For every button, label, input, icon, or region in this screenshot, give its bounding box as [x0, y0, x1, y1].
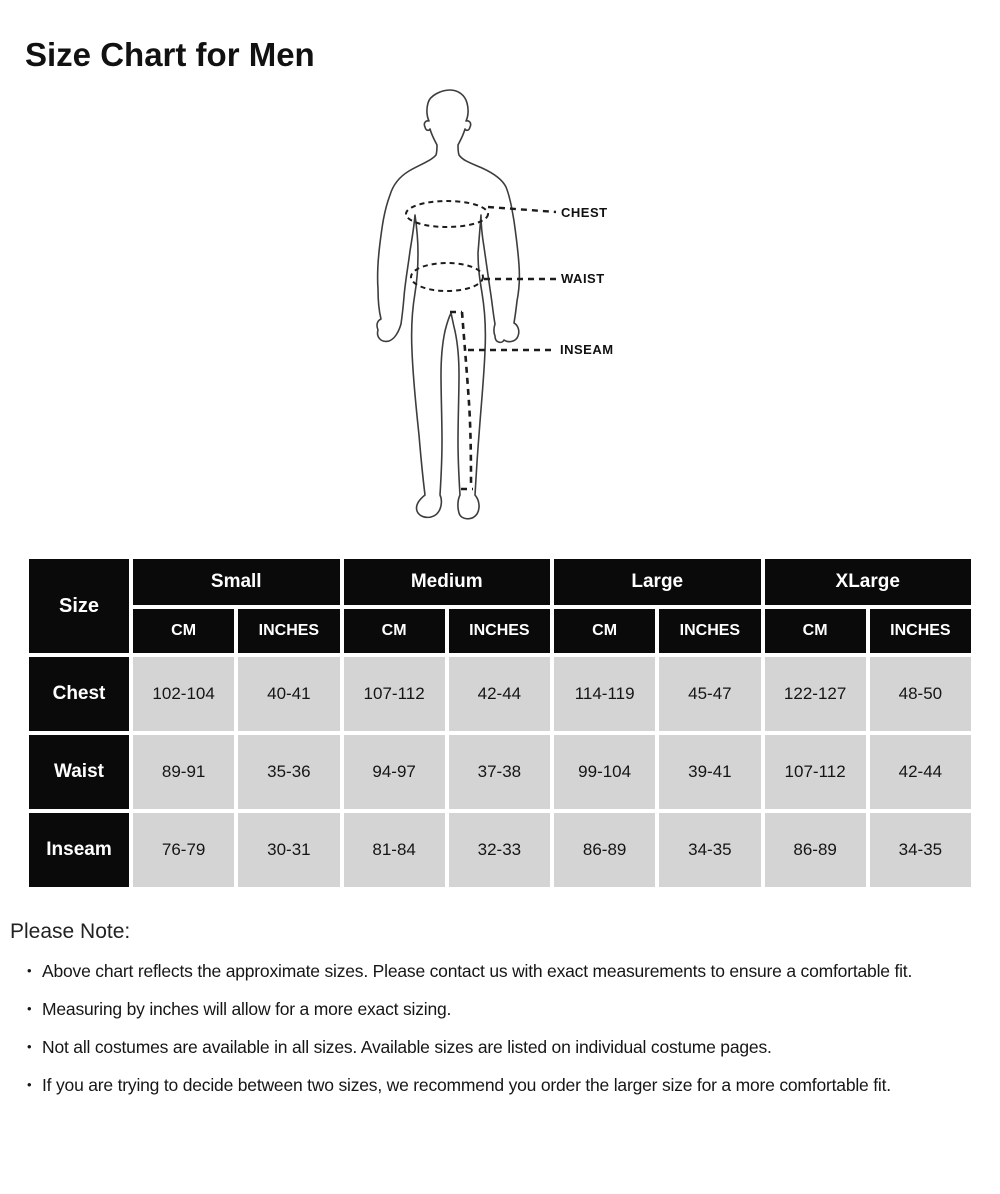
inseam-label: INSEAM [560, 342, 614, 357]
table-cell: 37-38 [449, 735, 550, 809]
table-cell: 39-41 [659, 735, 760, 809]
note-item: • If you are trying to decide between two sizes, we recommend you order the larger size for a more comfortable fit. [10, 1066, 975, 1104]
corner-header-size: Size [29, 559, 129, 653]
table-cell: 81-84 [344, 813, 445, 887]
body-outline-illustration [365, 83, 645, 545]
unit-header-inches: INCHES [449, 609, 550, 653]
table-cell: 107-112 [344, 657, 445, 731]
unit-header-inches: INCHES [870, 609, 971, 653]
table-cell: 30-31 [238, 813, 339, 887]
size-chart-table-container [25, 555, 975, 891]
table-cell: 48-50 [870, 657, 971, 731]
body-outline [377, 90, 519, 519]
column-header-xlarge: XLarge [765, 559, 972, 605]
table-cell: 99-104 [554, 735, 655, 809]
chest-leader-line [488, 207, 556, 212]
row-header-chest: Chest [29, 657, 129, 731]
body-measurement-diagram [365, 83, 645, 545]
table-row-inseam [29, 813, 971, 887]
table-cell: 122-127 [765, 657, 866, 731]
unit-header-cm: CM [133, 609, 234, 653]
table-cell: 107-112 [765, 735, 866, 809]
waist-measure-ellipse [411, 263, 483, 291]
note-item: • Above chart reflects the approximate sizes. Please contact us with exact measurements to ensure a comfortable fit. [10, 952, 975, 990]
chest-label: CHEST [561, 205, 608, 220]
column-header-small: Small [133, 559, 340, 605]
page-title: Size Chart for Men [25, 36, 315, 74]
table-cell: 40-41 [238, 657, 339, 731]
table-cell: 89-91 [133, 735, 234, 809]
notes-list [10, 952, 975, 1104]
unit-header-cm: CM [765, 609, 866, 653]
table-cell: 42-44 [449, 657, 550, 731]
table-group-header-row [29, 559, 971, 605]
unit-header-inches: INCHES [238, 609, 339, 653]
table-cell: 34-35 [659, 813, 760, 887]
unit-header-inches: INCHES [659, 609, 760, 653]
table-cell: 32-33 [449, 813, 550, 887]
table-cell: 45-47 [659, 657, 760, 731]
table-cell: 114-119 [554, 657, 655, 731]
table-cell: 86-89 [554, 813, 655, 887]
row-header-inseam: Inseam [29, 813, 129, 887]
table-cell: 86-89 [765, 813, 866, 887]
table-cell: 34-35 [870, 813, 971, 887]
inseam-measure-line [450, 312, 473, 489]
notes-section [10, 920, 975, 1104]
table-cell: 35-36 [238, 735, 339, 809]
table-cell: 76-79 [133, 813, 234, 887]
unit-header-cm: CM [344, 609, 445, 653]
notes-heading: Please Note: [10, 920, 131, 943]
note-item: • Measuring by inches will allow for a more exact sizing. [10, 990, 975, 1028]
table-row-waist [29, 735, 971, 809]
table-cell: 102-104 [133, 657, 234, 731]
row-header-waist: Waist [29, 735, 129, 809]
size-chart-table [25, 555, 975, 891]
table-cell: 42-44 [870, 735, 971, 809]
note-item: • Not all costumes are available in all sizes. Available sizes are listed on individual costume pages. [10, 1028, 975, 1066]
waist-label: WAIST [561, 271, 605, 286]
table-cell: 94-97 [344, 735, 445, 809]
table-row-chest [29, 657, 971, 731]
chest-measure-ellipse [406, 201, 488, 227]
unit-header-cm: CM [554, 609, 655, 653]
column-header-large: Large [554, 559, 761, 605]
column-header-medium: Medium [344, 559, 551, 605]
table-unit-header-row [29, 609, 971, 653]
